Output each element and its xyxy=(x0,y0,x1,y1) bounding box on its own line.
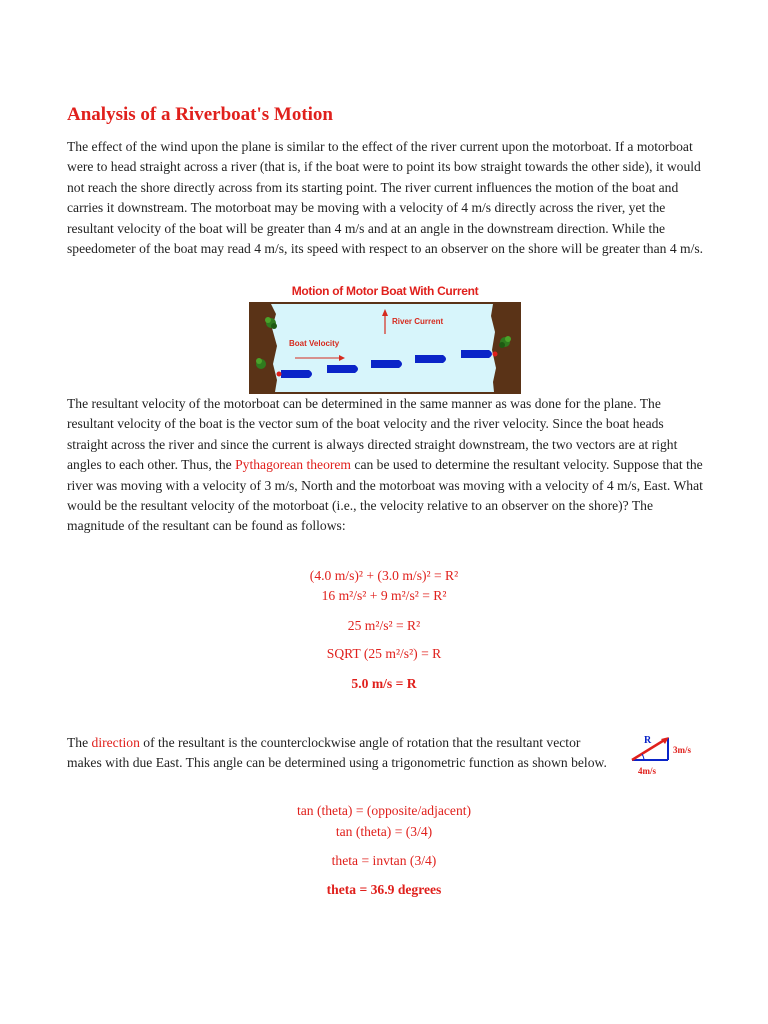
river-diagram xyxy=(249,302,521,394)
river-figure xyxy=(249,284,521,394)
boat-velocity-label: Boat Velocity xyxy=(289,339,340,348)
boat-position-4 xyxy=(415,355,446,363)
equation-line: theta = invtan (3/4) xyxy=(331,853,437,868)
boat-position-3 xyxy=(371,360,402,368)
equation-line: tan (theta) = (opposite/adjacent) xyxy=(296,803,472,818)
direction-paragraph xyxy=(67,733,607,774)
boat-position-2 xyxy=(327,365,358,373)
resultant-text-b: can be used to determine the resultant velocity. Suppose that the river was moving with a velocity of 3 m/s, North and the motorboat was moving with a velocity of 4 m/s, East. What would be the resultant velocity of the motorboat (i.e., the velocity relative to an observer on the shore)? The magnitude of the resultant can be found as follows: xyxy=(67,457,703,534)
r-label: R xyxy=(644,735,652,746)
equation-line: 16 m²/s² + 9 m²/s² = R² xyxy=(321,588,447,603)
river-water xyxy=(271,304,496,392)
equation-line: 25 m²/s² = R² xyxy=(347,618,421,633)
page-title: Analysis of a Riverboat's Motion xyxy=(67,104,333,125)
boat-position-1 xyxy=(281,370,312,378)
boat-motor-icon xyxy=(493,352,498,357)
pythagorean-theorem-link[interactable]: Pythagorean theorem xyxy=(235,457,352,473)
direction-text-a: The xyxy=(67,735,92,750)
boat-motor-icon xyxy=(277,372,282,377)
resultant-text-a: The resultant velocity of the motorboat can be determined in the same manner as was done for the plane. The resultant velocity of the boat is the vector sum of the boat velocity and the river velocity. Since the boat heads straight across the river and since the current is always directed straight downstream, the two vectors are at right angles to each other. Thus, the xyxy=(67,396,678,473)
resultant-paragraph xyxy=(67,394,707,537)
direction-text-b: of the resultant is the counterclockwise angle of rotation that the resultant vector makes with due East. This angle can be determined using a trigonometric function as shown below. xyxy=(67,735,607,771)
equation-result: 5.0 m/s = R xyxy=(351,676,417,691)
intro-paragraph: The effect of the wind upon the plane is similar to the effect of the river current upon the motorboat. If a motorboat were to head straight across a river (that is, if the boat were to point its bow straight towards the other side), it would not reach the shore directly across from its starting point. The river current influences the motion of the boat and carries it downstream. The motorboat may be moving with a velocity of 4 m/s directly across the river, yet the resultant velocity of the boat will be greater than 4 m/s and at an angle in the downstream direction. While the speedometer of the boat may read 4 m/s, its speed with respect to an observer on the shore will be greater than 4 m/s. xyxy=(67,139,704,257)
horizontal-label: 4m/s xyxy=(638,766,656,776)
figure-title: Motion of Motor Boat With Current xyxy=(291,284,479,298)
vector-triangle-figure xyxy=(628,732,708,782)
boat-position-5 xyxy=(461,350,492,358)
equation-result: theta = 36.9 degrees xyxy=(326,882,442,897)
equation-line: (4.0 m/s)² + (3.0 m/s)² = R² xyxy=(309,568,459,583)
river-current-label: River Current xyxy=(392,317,444,326)
direction-link[interactable]: direction xyxy=(91,735,140,750)
equation-line: SQRT (25 m²/s²) = R xyxy=(326,646,442,661)
vertical-label: 3m/s xyxy=(673,745,691,755)
equation-line: tan (theta) = (3/4) xyxy=(335,824,433,839)
